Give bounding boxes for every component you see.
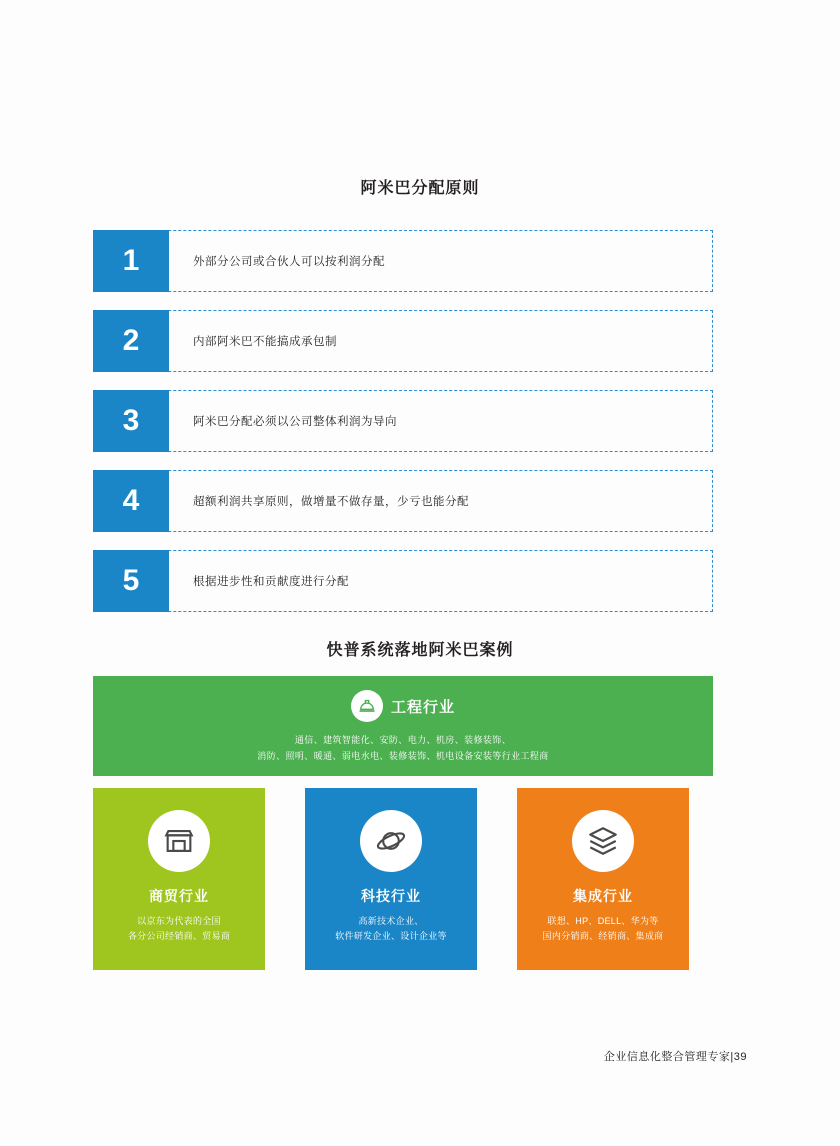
principle-row	[93, 550, 713, 612]
principle-row	[93, 470, 713, 532]
principles-list	[93, 230, 713, 630]
case-card-title: 集成行业	[573, 888, 633, 904]
case-banner-desc-line2: 消防、照明、暖通、弱电水电、装修装饰、机电设备安装等行业工程商	[257, 751, 549, 761]
principles-section-title: 阿米巴分配原则	[360, 180, 480, 197]
principle-text: 根据进步性和贡献度进行分配	[193, 576, 349, 588]
cases-section-title: 快普系统落地阿米巴案例	[326, 642, 514, 659]
case-card-technology	[305, 788, 477, 970]
principle-number: 3	[93, 390, 169, 452]
case-banner-engineering	[93, 676, 713, 776]
case-card-desc-line1: 高新技术企业、	[358, 916, 424, 926]
principle-number: 4	[93, 470, 169, 532]
case-card-desc	[93, 914, 265, 944]
principle-row	[93, 310, 713, 372]
footer-page-number: |39	[730, 1051, 747, 1063]
case-card-title: 科技行业	[361, 888, 421, 904]
layers-icon	[572, 810, 634, 872]
principle-text: 内部阿米巴不能搞成承包制	[193, 336, 337, 348]
page-footer	[604, 1048, 747, 1064]
principle-text: 超额利润共享原则，做增量不做存量，少亏也能分配	[193, 496, 469, 508]
case-card-row	[93, 788, 713, 970]
principle-text: 阿米巴分配必须以公司整体利润为导向	[193, 416, 397, 428]
principle-number: 5	[93, 550, 169, 612]
case-banner-label: 工程行业	[390, 698, 455, 716]
case-card-desc-line1: 以京东为代表的全国	[137, 916, 221, 926]
principle-row	[93, 230, 713, 292]
case-card-title: 商贸行业	[149, 888, 209, 904]
case-banner-desc	[93, 732, 713, 764]
footer-brand: 企业信息化整合管理专家	[603, 1051, 731, 1063]
principle-text: 外部分公司或合伙人可以按利润分配	[193, 256, 385, 268]
case-card-desc-line2: 国内分销商、经销商、集成商	[542, 931, 664, 941]
case-card-commerce	[93, 788, 265, 970]
case-card-desc-line2: 软件研发企业、设计企业等	[335, 931, 447, 941]
principle-number: 1	[93, 230, 169, 292]
helmet-icon	[351, 690, 383, 722]
case-card-desc-line2: 各分公司经销商、贸易商	[127, 931, 231, 941]
principle-number: 2	[93, 310, 169, 372]
principle-row	[93, 390, 713, 452]
case-card-desc	[517, 914, 689, 944]
case-card-desc	[305, 914, 477, 944]
case-card-integration	[517, 788, 689, 970]
case-banner-head	[93, 690, 713, 722]
case-card-desc-line1: 联想、HP、DELL、华为等	[547, 916, 659, 926]
store-icon	[148, 810, 210, 872]
planet-icon	[360, 810, 422, 872]
case-banner-desc-line1: 通信、建筑智能化、安防、电力、机房、装修装饰、	[294, 735, 512, 745]
